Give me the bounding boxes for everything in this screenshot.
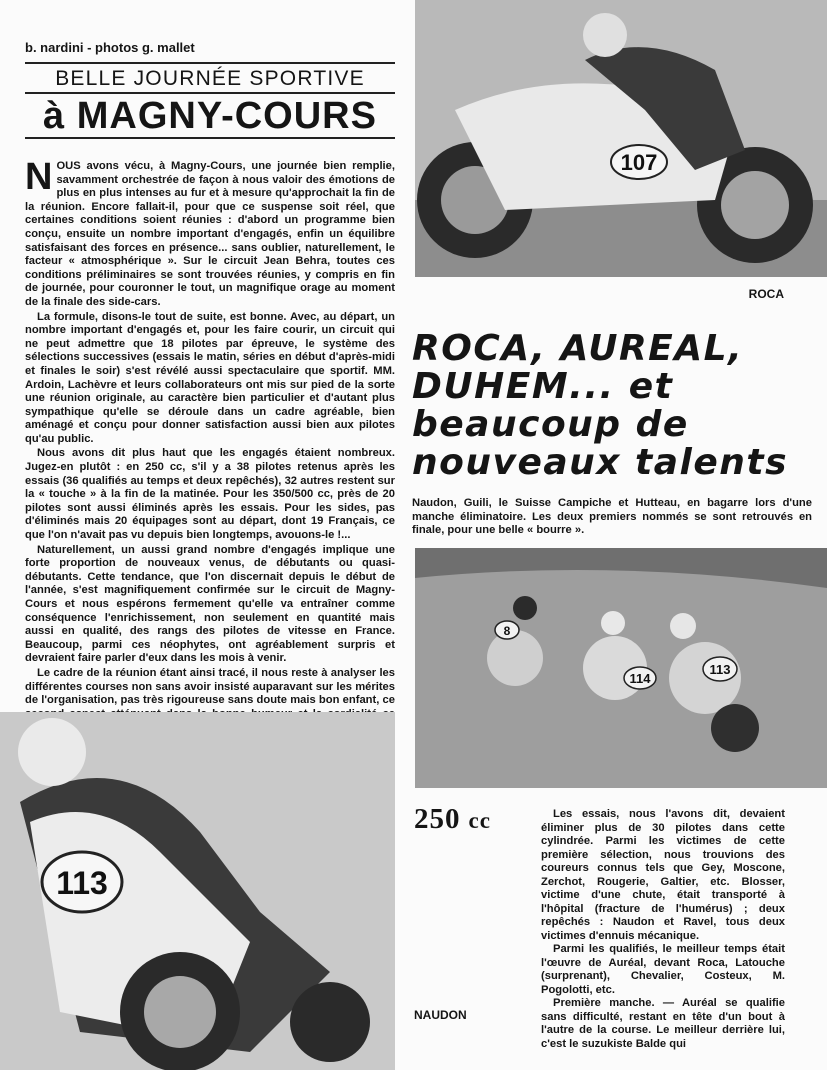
caption-roca: ROCA	[748, 287, 784, 301]
big-title-line-4: nouveaux talents	[412, 442, 789, 483]
byline: b. nardini - photos g. mallet	[25, 40, 195, 55]
bike-number-113-mid: 113	[709, 662, 731, 677]
bike-number-113: 113	[56, 865, 108, 901]
dropcap: N	[25, 156, 53, 198]
bike-number-107: 107	[620, 150, 658, 175]
intro-text	[25, 156, 395, 707]
headline: à MAGNY-COURS	[43, 95, 377, 137]
intro-paragraph-5: Le cadre de la réunion étant ainsi tracé, il nous reste à analyser les différentes courses non sans avoir insisté auparavant sur les mérites de l'organisation, pas très rigoureuse sans doute mais bon enfant, ce	[25, 666, 395, 707]
rule-mid	[25, 92, 395, 94]
bike-number-8: 8	[503, 624, 511, 638]
caption-naudon: NAUDON	[414, 1008, 467, 1022]
big-title-line-1: ROCA, AUREAL,	[412, 328, 744, 369]
section-heading-250cc: 250 cc	[414, 803, 491, 835]
photo-caption-race: Naudon, Guili, le Suisse Campiche et Hutteau, en bagarre lors d'une manche éliminatoire. Les deux premiers nommés se sont retrouvés en finale, pour une belle « bourre ».	[412, 497, 812, 536]
intro-paragraph-3: Nous avons dit plus haut que les engagés étaient nombreux. Jugez-en plutôt : en 250 cc, s'il y a 38 pilotes retenus après les essais (36 qualifiés au temps et deux repêchés), 32 autres restent sur la « touche » à la fin de la matinée. Pour les 350/500 cc, près de 20 pilotes sont aussi éliminés après les essais. Pour les sides, pas d'éliminés mais 20 équipages sont au départ, dont 19 Français, ce que l'on n'avait pas vu depuis bien longtemps, avouons-le !...	[25, 447, 395, 542]
section-text	[541, 808, 785, 1050]
lead-premiere-manche: Première manche.	[553, 997, 655, 1009]
kicker: BELLE JOURNÉE SPORTIVE	[55, 67, 365, 90]
section-paragraph-2: Parmi les qualifiés, le meilleur temps était l'œuvre de Auréal, devant Roca, Latouche (surprenant), Chevalier, Costeux, M. Pogolotti, etc.	[541, 943, 785, 996]
intro-paragraph-1: NOUS avons vécu, à Magny-Cours, une journée bien remplie, savamment orchestrée de façon à nous valoir des émotions de plus en plus intenses au fur et à mesure qu'approchait la fin de la réunion. Encore fallait-il, pour que ce suspense soit réel, que certaines conditions soient réunies : d'abord un programme bien conçu, ensuite un nombre important d'engagés, enfin un équilibre satisfaisant des forces en présence... sans oublier, naturellement, le facteur « atmosphérique ». Sur le circuit Jean Behra, toutes ces conditions préliminaires se sont trouvées réunies, y compris en fin de journée, pour couronner le tout, un magnifique orage au moment de la finale des side-cars.	[25, 156, 395, 308]
photo-race-group	[415, 548, 827, 788]
bike-number-114: 114	[629, 671, 651, 686]
big-title-line-3: beaucoup de	[412, 404, 689, 445]
rule-bottom	[25, 137, 395, 139]
intro-paragraph-4: Naturellement, un aussi grand nombre d'engagés implique une forte proportion de nouveaux venus, de débutants ou quasi-débutants. Cette tendance, que l'on discernait depuis le début de l'année, s'est magnifiquement confirmée sur le circuit de Magny-Cours et nous espérons fermement qu'elle va entraîner comme conséquence l'enrichissement, non seulement en quantité mais aussi en qualité, des rangs des pilotes de vitesse en France. Beaucoup, parmi ces néophytes, ont agréablement surpris et devraient faire parler d'eux dans les mois à venir.	[25, 543, 395, 665]
photo-naudon	[0, 712, 395, 1070]
rule-top	[25, 62, 395, 64]
big-title-line-2: DUHEM... et	[412, 366, 674, 407]
big-title	[412, 330, 812, 482]
intro-paragraph-2: La formule, disons-le tout de suite, est bonne. Avec, au départ, un nombre important d'engagés et, pour les faire courir, un circuit qui ne peut admettre que 18 pilotes par épreuve, le système des sélections successives (essais le matin, séries en début d'après-midi et finales le soir) s'est révélé aussi spectaculaire que sportif. MM. Ardoin, Lachèvre et leurs collaborateurs ont mis sur pied de la sorte une réunion originale, au caractère bien particulier et d'autant plus sympathique qu'elle se déroule dans un cadre agréable, bien aménagé et conçu pour donner satisfaction aussi bien aux pilotes qu'au public.	[25, 310, 395, 445]
section-paragraph-1: Les essais, nous l'avons dit, devaient éliminer plus de 30 pilotes dans cette cylindrée. Parmi les victimes de cette première sélection, nous trouvions des coureurs connus tels que Gey, Moscone, Zerchot, Rougerie, Galtier, etc. Blosser, victime d'une chute, était transporté à l'hôpital (fracture de l'humérus) ; deux repêchés : Naudon et Ravel, tous deux victimes d'ennuis mécanique.	[541, 808, 785, 942]
photo-roca	[415, 0, 827, 277]
section-paragraph-3: Première manche. — Auréal se qualifie sans difficulté, restant en tête d'un bout à l'autre de la course. Le meilleur derrière lui, c'est le suzukiste Balde qui	[541, 997, 785, 1050]
